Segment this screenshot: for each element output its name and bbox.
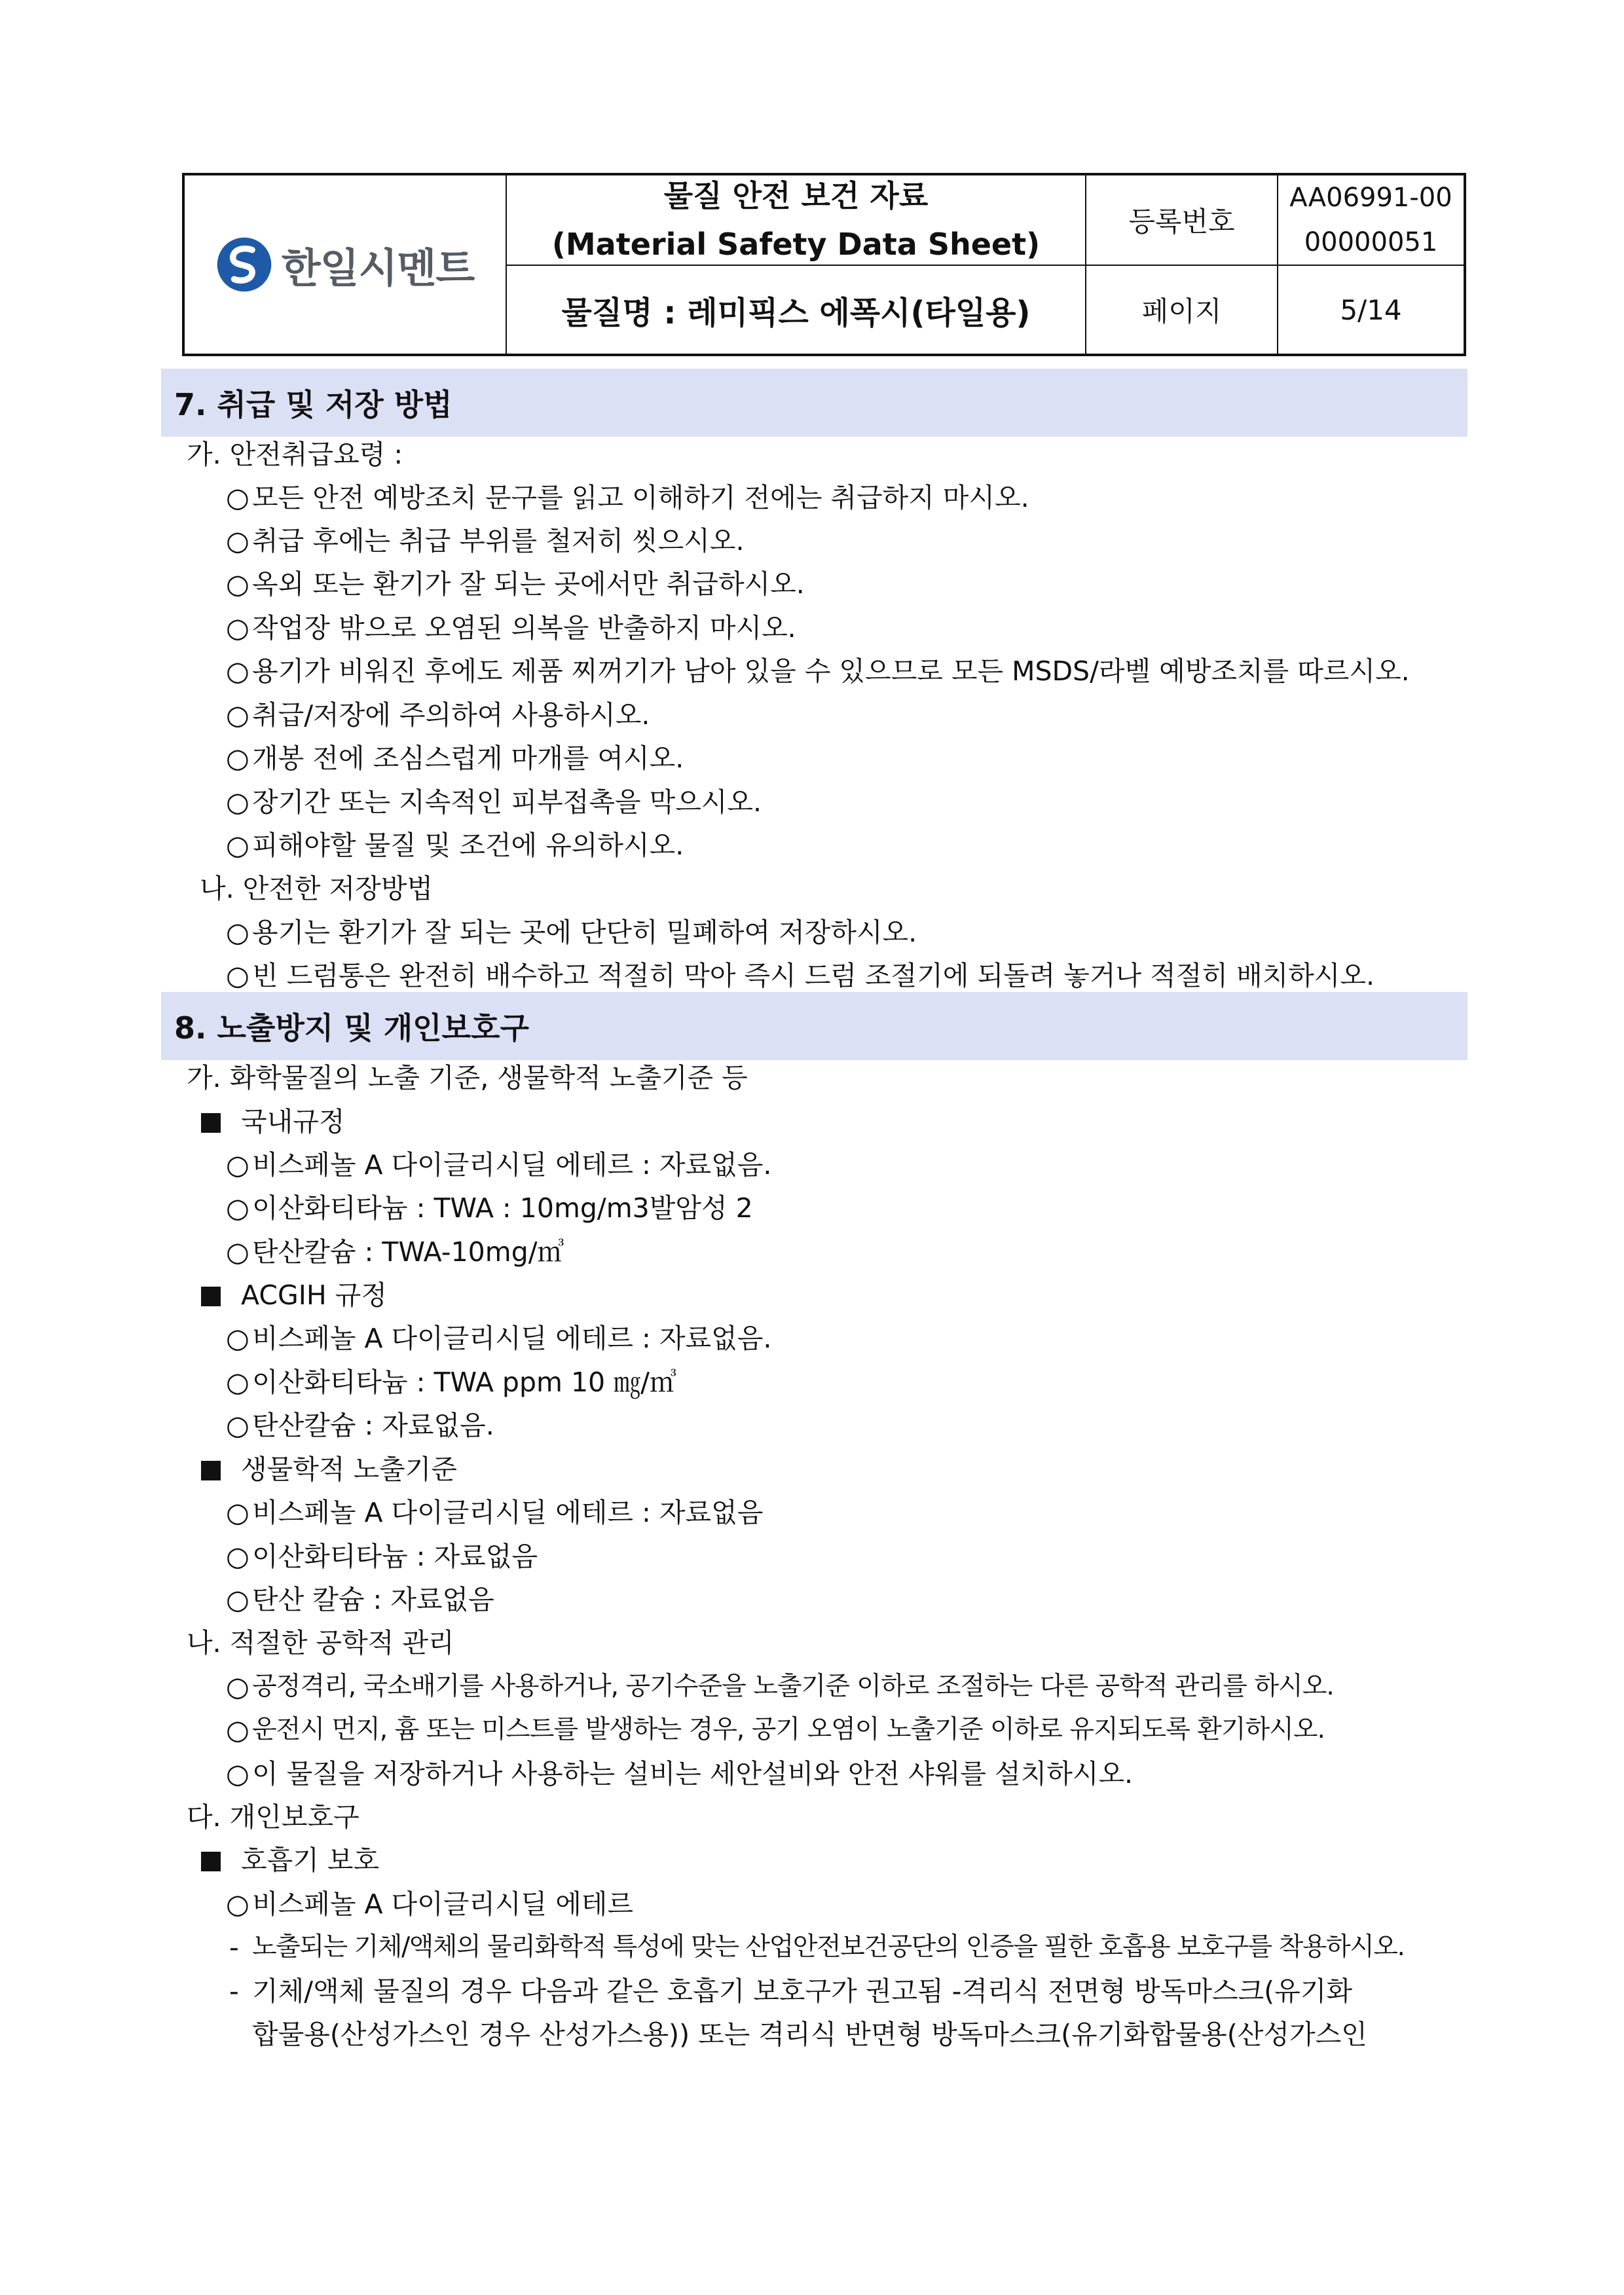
title-korean: 물질 안전 보건 자료 [663, 178, 929, 213]
logo-text: 한일시멘트 [281, 244, 475, 292]
engineering-control-item: 이 물질을 저장하거나 사용하는 설비는 세안설비와 안전 샤워를 설치하시오. [252, 1758, 1134, 1790]
list-marker-circle: ○ [226, 1192, 249, 1224]
acgih-regulation-item: 비스페놀 A 다이글리시딜 에테르 : 자료없음. [252, 1323, 772, 1354]
list-marker-circle: ○ [226, 1367, 249, 1398]
biological-exposure-item: 비스페놀 A 다이글리시딜 에테르 : 자료없음 [252, 1497, 764, 1528]
handling-item: 취급/저장에 주의하여 사용하시오. [252, 699, 650, 731]
acgih-regulation-item: 이산화티타늄 : TWA ppm 10 ㎎/㎥ [252, 1367, 676, 1398]
list-marker-circle: ○ [226, 1888, 249, 1920]
document-title [507, 175, 1085, 265]
domestic-regulation-item: 이산화티타늄 : TWA : 10mg/m3발암성 2 [252, 1192, 753, 1224]
domestic-regulation-title: 국내규정 [241, 1106, 345, 1137]
list-marker-circle: ○ [226, 1410, 249, 1441]
square-bullet [201, 1113, 221, 1133]
storage-item: 빈 드럼통은 완전히 배수하고 적절히 막아 즉시 드럼 조절기에 되돌려 놓거나 적절히 배치하시오. [252, 960, 1375, 991]
section-7-heading: 7. 취급 및 저장 방법 [161, 369, 1467, 437]
list-marker-circle: ○ [226, 1541, 249, 1572]
biological-exposure-item: 탄산 칼슘 : 자료없음 [252, 1584, 494, 1615]
registration-number-line1: AA06991-00 [1289, 183, 1452, 213]
biological-exposure-title: 생물학적 노출기준 [241, 1454, 457, 1485]
handling-item: 개봉 전에 조심스럽게 마개를 여시오. [252, 743, 684, 774]
list-marker-circle: ○ [226, 482, 249, 513]
page-number: 5/14 [1340, 293, 1402, 326]
square-bullet [201, 1852, 221, 1871]
list-marker-circle: ○ [226, 568, 249, 600]
list-marker-circle: ○ [226, 1497, 249, 1528]
respiratory-item: 기체/액체 물질의 경우 다음과 같은 호흡기 보호구가 권고됨 -격리식 전면형 방독마스크(유기화 [252, 1975, 1352, 2007]
acgih-regulation-item: 탄산칼슘 : 자료없음. [252, 1410, 494, 1441]
handling-item: 용기가 비워진 후에도 제품 찌꺼기가 남아 있을 수 있으므로 모든 MSDS/라벨 예방조치를 따르시오. [252, 655, 1410, 687]
section-8-heading: 8. 노출방지 및 개인보호구 [161, 992, 1467, 1060]
handling-item: 작업장 밖으로 오염된 의복을 반출하지 마시오. [252, 612, 796, 644]
square-bullet [201, 1461, 221, 1480]
list-marker-circle: ○ [226, 699, 249, 731]
document-header-table [182, 173, 1466, 356]
list-marker-circle: ○ [226, 1149, 249, 1181]
section-8-a-title: 가. 화학물질의 노출 기준, 생물학적 노출기준 등 [187, 1062, 748, 1093]
acgih-regulation-title: ACGIH 규정 [241, 1279, 387, 1311]
list-marker-circle: ○ [226, 960, 249, 991]
company-logo-icon [216, 236, 272, 293]
page-label: 페이지 [1141, 295, 1222, 327]
list-marker-circle: ○ [226, 525, 249, 557]
domestic-regulation-item: 탄산칼슘 : TWA-10mg/㎥ [252, 1236, 564, 1268]
list-marker-circle: ○ [226, 830, 249, 861]
engineering-control-item: 운전시 먼지, 흄 또는 미스트를 발생하는 경우, 공기 오염이 노출기준 이하로 유지되도록 환기하시오. [252, 1715, 1325, 1744]
engineering-control-item: 공정격리, 국소배기를 사용하거나, 공기수준을 노출기준 이하로 조절하는 다른 공학적 관리를 하시오. [252, 1672, 1334, 1701]
company-logo [185, 175, 506, 354]
section-8-c-title: 다. 개인보호구 [187, 1801, 360, 1833]
registration-label: 등록번호 [1128, 206, 1235, 238]
section-7-b-title: 나. 안전한 저장방법 [200, 873, 433, 904]
handling-item: 모든 안전 예방조치 문구를 읽고 이해하기 전에는 취급하지 마시오. [252, 482, 1029, 513]
list-marker-circle: ○ [226, 612, 249, 644]
list-marker-circle: ○ [226, 743, 249, 774]
list-marker-dash: - [229, 1932, 239, 1963]
title-english: (Material Safety Data Sheet) [551, 227, 1041, 262]
material-name: 물질명 : 레미픽스 에폭시(타일용) [561, 294, 1031, 331]
respiratory-protection-title: 호흡기 보호 [241, 1845, 380, 1876]
list-marker-circle: ○ [226, 1584, 249, 1615]
registration-number [1278, 175, 1464, 265]
respiratory-item-continued: 합물용(산성가스인 경우 산성가스용)) 또는 격리식 반면형 방독마스크(유기화합물용(산성가스인 [252, 2019, 1367, 2050]
storage-item: 용기는 환기가 잘 되는 곳에 단단히 밀폐하여 저장하시오. [252, 917, 917, 948]
list-marker-circle: ○ [226, 917, 249, 948]
square-bullet [201, 1287, 221, 1306]
list-marker-circle: ○ [226, 655, 249, 687]
handling-item: 옥외 또는 환기가 잘 되는 곳에서만 취급하시오. [252, 568, 805, 600]
domestic-regulation-item: 비스페놀 A 다이글리시딜 에테르 : 자료없음. [252, 1149, 772, 1181]
respiratory-substance: 비스페놀 A 다이글리시딜 에테르 [252, 1888, 634, 1920]
list-marker-circle: ○ [226, 1671, 249, 1702]
list-marker-dash: - [229, 1975, 239, 2007]
list-marker-circle: ○ [226, 786, 249, 818]
list-marker-circle: ○ [226, 1323, 249, 1354]
respiratory-item: 노출되는 기체/액체의 물리화학적 특성에 맞는 산업안전보건공단의 인증을 필한 호흡용 보호구를 착용하시오. [252, 1932, 1405, 1962]
handling-item: 피해야할 물질 및 조건에 유의하시오. [252, 830, 684, 861]
list-marker-circle: ○ [226, 1236, 249, 1268]
handling-item: 장기간 또는 지속적인 피부접촉을 막으시오. [252, 786, 762, 818]
handling-item: 취급 후에는 취급 부위를 철저히 씻으시오. [252, 525, 745, 557]
section-7-a-title: 가. 안전취급요령 : [187, 439, 403, 470]
list-marker-circle: ○ [226, 1758, 249, 1790]
section-8-b-title: 나. 적절한 공학적 관리 [187, 1627, 454, 1659]
registration-number-line2: 00000051 [1304, 227, 1438, 257]
list-marker-circle: ○ [226, 1714, 249, 1746]
biological-exposure-item: 이산화티타늄 : 자료없음 [252, 1541, 538, 1572]
